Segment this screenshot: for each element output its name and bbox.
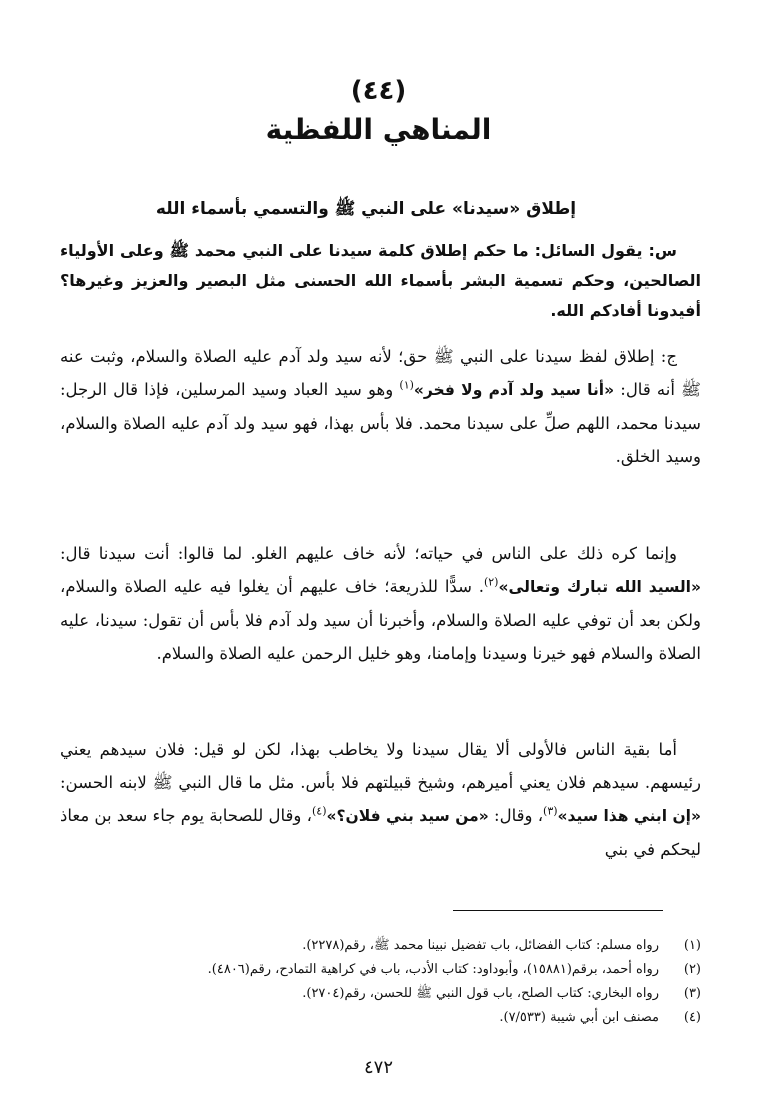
question-text: س: يقول السائل: ما حكم إطلاق كلمة سيدنا على النبي محمد ﷺ وعلى الأولياء الصالحين، وحكم تسمية البشر بأسماء الله الحسنى مثل البصير والعزيز وغيرها؟ أفيدونا أفادكم الله.	[60, 241, 701, 320]
answer-1-after: وهو سيد العباد وسيد المرسلين، فإذا قال الرجل: سيدنا محمد، اللهم صلِّ على سيدنا محمد. فلا بأس بهذا، فهو سيد ولد آدم عليه الصلاة والسلام، وسيد الخلق.	[60, 380, 701, 466]
footnote-divider	[453, 910, 663, 911]
footnote-number: (٢)	[683, 962, 701, 977]
question-paragraph	[60, 236, 701, 326]
footnote-text: رواه أحمد، برقم(١٥٨٨١)، وأبوداود: كتاب الأدب، باب في كراهية التمادح، رقم(٤٨٠٦).	[207, 962, 659, 977]
hadith-quote-3: «إن ابني هذا سيد»	[557, 807, 702, 825]
answer-1-before: ج: إطلاق لفظ سيدنا على النبي ﷺ حق؛ لأنه سيد ولد آدم عليه الصلاة والسلام، وثبت عنه ﷺ أنه قال:	[60, 347, 701, 399]
answer-2-after: . سدًّا للذريعة؛ خاف عليهم أن يغلوا فيه عليه الصلاة والسلام، ولكن بعد أن توفي عليه الصلاة والسلام، وأخبرنا أن سيد ولد آدم فلا بأس أن تقول: سيدنا، عليه الصلاة والسلام فهو خيرنا وسيدنا وإمامنا، وهو خليل الرحمن عليه الصلاة والسلام.	[60, 577, 701, 663]
answer-paragraph-1-text	[60, 340, 701, 473]
footnote-text: رواه مسلم: كتاب الفضائل، باب تفضيل نبينا محمد ﷺ، رقم(٢٢٧٨).	[302, 938, 659, 953]
footnote-ref-4[interactable]: (٤)	[311, 804, 327, 818]
section-heading: إطلاق «سيدنا» على النبي ﷺ والتسمي بأسماء الله	[155, 199, 577, 219]
answer-paragraph-1	[60, 340, 701, 473]
chapter-number: (٤٤)	[350, 76, 407, 106]
footnotes	[60, 934, 701, 1030]
footnote-item	[60, 934, 701, 958]
footnote-item	[60, 1006, 701, 1030]
footnote-item	[60, 982, 701, 1006]
footnote-ref-3[interactable]: (٣)	[543, 804, 558, 818]
answer-3-after: ، وقال للصحابة يوم جاء سعد بن معاذ ليحكم في بني	[60, 806, 701, 859]
answer-paragraph-3-text	[60, 733, 701, 866]
footnote-text: رواه البخاري: كتاب الصلح، باب قول النبي ﷺ للحسن، رقم(٢٧٠٤).	[302, 986, 659, 1001]
answer-2-before: وإنما كره ذلك على الناس في حياته؛ لأنه خاف عليهم الغلو. لما قالوا: أنت سيدنا قال:	[60, 544, 677, 563]
hadith-quote-2: «السيد الله تبارك وتعالى»	[498, 578, 701, 596]
hadith-quote-1: «أنا سيد ولد آدم ولا فخر»	[413, 381, 615, 399]
answer-3-middle: ، وقال:	[488, 806, 544, 825]
answer-paragraph-3	[60, 733, 701, 866]
footnote-ref-2[interactable]: (٢)	[483, 575, 499, 589]
hadith-quote-4: «من سيد بني فلان؟»	[326, 807, 489, 825]
answer-paragraph-2-text	[60, 537, 701, 670]
footnote-item	[60, 958, 701, 982]
chapter-title: المناهي اللفظية	[265, 113, 492, 146]
answer-paragraph-2	[60, 537, 701, 670]
footnote-text: مصنف ابن أبي شيبة (٧/٥٣٣).	[499, 1010, 659, 1025]
footnote-number: (٣)	[683, 986, 701, 1001]
page-number: ٤٧٢	[363, 1057, 393, 1078]
footnote-ref-1[interactable]: (١)	[399, 378, 414, 392]
answer-3-before: أما بقية الناس فالأولى ألا يقال سيدنا ولا يخاطب بهذا، لكن لو قيل: فلان سيدهم يعني رئيسهم. سيدهم فلان يعني أميرهم، وشيخ قبيلتهم فلا بأس. مثل ما قال النبي ﷺ لابنه الحسن:	[60, 740, 701, 792]
footnote-number: (٤)	[683, 1010, 701, 1025]
footnote-number: (١)	[683, 938, 701, 953]
